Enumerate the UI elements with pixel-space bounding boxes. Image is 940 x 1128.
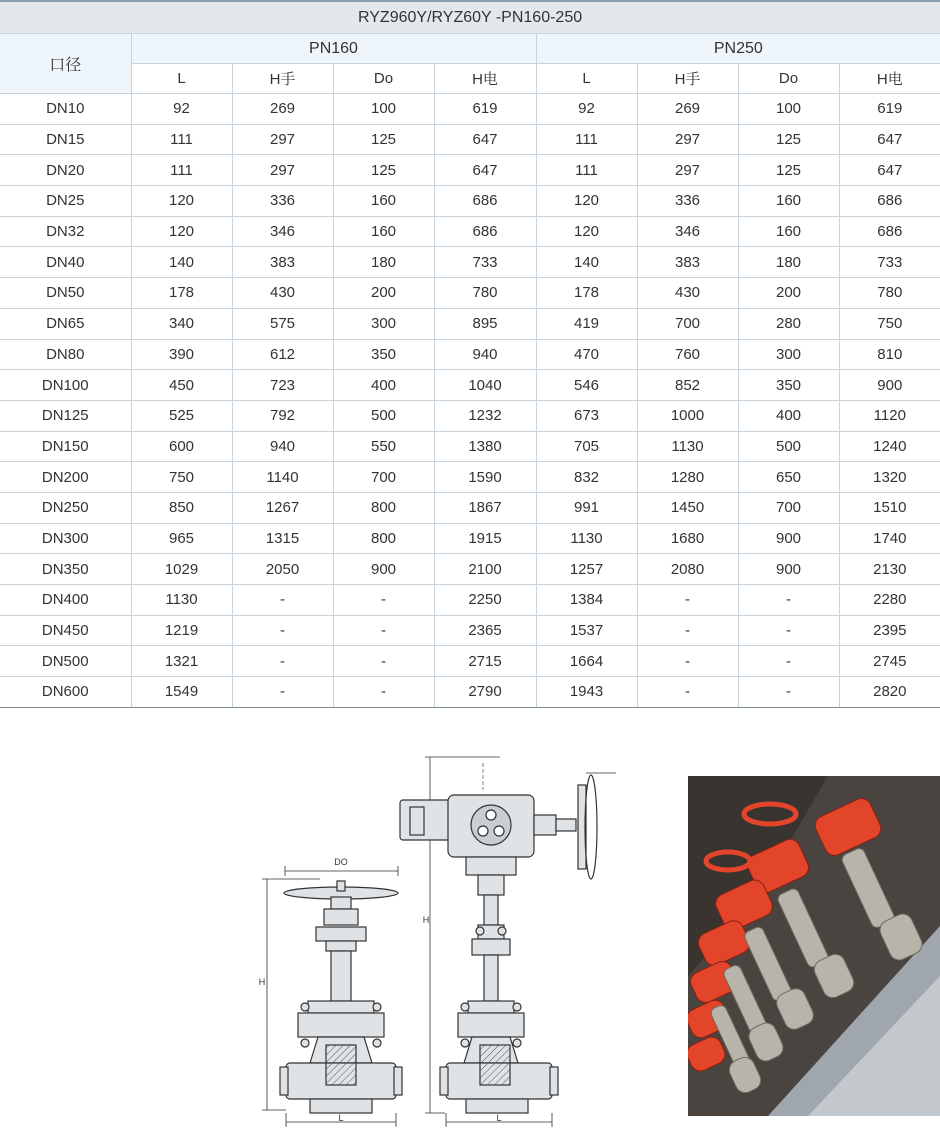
- l-dimension-label-electric: L: [496, 1113, 502, 1123]
- table-cell: -: [333, 585, 434, 616]
- table-cell: 647: [434, 155, 536, 186]
- table-cell: 100: [333, 94, 434, 125]
- column-header: L: [131, 64, 232, 94]
- table-cell: 140: [536, 247, 637, 278]
- table-row: [0, 677, 940, 708]
- table-cell: 2250: [434, 585, 536, 616]
- table-cell: 160: [738, 216, 839, 247]
- table-cell: 300: [738, 339, 839, 370]
- table-cell: 2715: [434, 646, 536, 677]
- table-cell: 2820: [839, 677, 940, 708]
- table-cell: 336: [232, 186, 333, 217]
- l-dimension-label-manual: L: [338, 1113, 344, 1123]
- table-cell: 780: [434, 278, 536, 309]
- caliber-cell: DN80: [0, 339, 131, 370]
- table-cell: 1867: [434, 492, 536, 523]
- column-header: H手: [232, 64, 333, 94]
- table-cell: -: [232, 585, 333, 616]
- caliber-cell: DN65: [0, 308, 131, 339]
- table-cell: 2745: [839, 646, 940, 677]
- table-cell: 383: [637, 247, 738, 278]
- table-cell: -: [232, 646, 333, 677]
- table-cell: 2280: [839, 585, 940, 616]
- table-cell: 297: [637, 155, 738, 186]
- table-cell: 350: [738, 370, 839, 401]
- table-row: [0, 370, 940, 401]
- table-cell: 2100: [434, 554, 536, 585]
- table-cell: 336: [637, 186, 738, 217]
- caliber-cell: DN150: [0, 431, 131, 462]
- table-cell: 180: [333, 247, 434, 278]
- caliber-cell: DN20: [0, 155, 131, 186]
- caliber-cell: DN25: [0, 186, 131, 217]
- table-cell: 700: [333, 462, 434, 493]
- column-header: H手: [637, 64, 738, 94]
- table-cell: 900: [738, 523, 839, 554]
- table-cell: 300: [333, 308, 434, 339]
- table-cell: 2365: [434, 615, 536, 646]
- table-cell: 297: [232, 124, 333, 155]
- table-cell: 612: [232, 339, 333, 370]
- table-cell: 673: [536, 400, 637, 431]
- table-cell: 2130: [839, 554, 940, 585]
- table-cell: 500: [333, 400, 434, 431]
- table-cell: 1320: [839, 462, 940, 493]
- table-cell: 686: [434, 186, 536, 217]
- h-dimension-label-electric: H: [422, 915, 430, 925]
- table-cell: 269: [232, 94, 333, 125]
- table-cell: -: [738, 615, 839, 646]
- table-cell: 705: [536, 431, 637, 462]
- table-cell: 111: [536, 155, 637, 186]
- table-body: [0, 94, 940, 708]
- table-cell: 390: [131, 339, 232, 370]
- table-cell: 1943: [536, 677, 637, 708]
- table-cell: 1549: [131, 677, 232, 708]
- table-cell: 546: [536, 370, 637, 401]
- table-cell: 419: [536, 308, 637, 339]
- column-header: H电: [434, 64, 536, 94]
- table-cell: 1510: [839, 492, 940, 523]
- table-cell: 1380: [434, 431, 536, 462]
- table-title: RYZ960Y/RYZ60Y -PN160-250: [0, 1, 940, 34]
- table-cell: -: [333, 677, 434, 708]
- table-cell: 647: [839, 155, 940, 186]
- column-header: H电: [839, 64, 940, 94]
- table-cell: 1240: [839, 431, 940, 462]
- table-row: [0, 339, 940, 370]
- table-cell: 900: [738, 554, 839, 585]
- table-cell: 619: [434, 94, 536, 125]
- table-row: [0, 646, 940, 677]
- table-cell: 760: [637, 339, 738, 370]
- table-cell: 430: [232, 278, 333, 309]
- table-cell: 111: [536, 124, 637, 155]
- table-row: [0, 155, 940, 186]
- table-cell: 686: [839, 186, 940, 217]
- table-cell: 120: [536, 186, 637, 217]
- table-cell: 297: [637, 124, 738, 155]
- caliber-header: 口径: [0, 34, 131, 94]
- caliber-cell: DN450: [0, 615, 131, 646]
- table-cell: 686: [434, 216, 536, 247]
- table-cell: 600: [131, 431, 232, 462]
- table-cell: 125: [333, 124, 434, 155]
- table-cell: 120: [536, 216, 637, 247]
- table-cell: 800: [333, 492, 434, 523]
- table-row: [0, 523, 940, 554]
- table-row: [0, 554, 940, 585]
- table-row: [0, 585, 940, 616]
- table-cell: 1219: [131, 615, 232, 646]
- table-row: [0, 247, 940, 278]
- table-cell: 900: [333, 554, 434, 585]
- table-cell: 111: [131, 124, 232, 155]
- table-row: [0, 400, 940, 431]
- table-cell: 852: [637, 370, 738, 401]
- table-cell: 383: [232, 247, 333, 278]
- table-cell: 269: [637, 94, 738, 125]
- table-cell: 120: [131, 216, 232, 247]
- table-cell: 1915: [434, 523, 536, 554]
- valve-product-photo: [688, 776, 940, 1116]
- caliber-cell: DN50: [0, 278, 131, 309]
- table-cell: 178: [536, 278, 637, 309]
- group-header-pn160: PN160: [131, 34, 536, 64]
- h-dimension-label-manual: H: [258, 977, 266, 987]
- caliber-cell: DN300: [0, 523, 131, 554]
- column-header: Do: [738, 64, 839, 94]
- table-cell: 111: [131, 155, 232, 186]
- table-cell: 160: [333, 216, 434, 247]
- table-cell: 940: [232, 431, 333, 462]
- table-cell: 400: [333, 370, 434, 401]
- table-cell: 1130: [637, 431, 738, 462]
- table-cell: 550: [333, 431, 434, 462]
- table-row: [0, 278, 940, 309]
- table-cell: 346: [637, 216, 738, 247]
- table-cell: 1280: [637, 462, 738, 493]
- table-cell: 525: [131, 400, 232, 431]
- table-cell: -: [637, 646, 738, 677]
- table-cell: 750: [131, 462, 232, 493]
- table-cell: 1664: [536, 646, 637, 677]
- table-cell: 470: [536, 339, 637, 370]
- table-cell: 1267: [232, 492, 333, 523]
- table-cell: 92: [131, 94, 232, 125]
- table-cell: -: [637, 615, 738, 646]
- table-cell: -: [333, 646, 434, 677]
- table-cell: 700: [637, 308, 738, 339]
- caliber-cell: DN250: [0, 492, 131, 523]
- caliber-cell: DN32: [0, 216, 131, 247]
- caliber-cell: DN40: [0, 247, 131, 278]
- table-cell: 650: [738, 462, 839, 493]
- table-cell: 792: [232, 400, 333, 431]
- table-cell: 1130: [131, 585, 232, 616]
- table-cell: 733: [839, 247, 940, 278]
- table-cell: 647: [434, 124, 536, 155]
- table-row: [0, 94, 940, 125]
- table-cell: 346: [232, 216, 333, 247]
- table-row: [0, 186, 940, 217]
- table-cell: 1130: [536, 523, 637, 554]
- table-cell: 1680: [637, 523, 738, 554]
- table-cell: 895: [434, 308, 536, 339]
- table-row: [0, 492, 940, 523]
- do-dimension-label: DO: [334, 857, 348, 867]
- table-cell: 750: [839, 308, 940, 339]
- column-header: L: [536, 64, 637, 94]
- caliber-cell: DN400: [0, 585, 131, 616]
- table-cell: 1590: [434, 462, 536, 493]
- table-row: [0, 124, 940, 155]
- table-cell: -: [333, 615, 434, 646]
- table-cell: 100: [738, 94, 839, 125]
- table-cell: 1740: [839, 523, 940, 554]
- table-cell: 940: [434, 339, 536, 370]
- table-cell: 297: [232, 155, 333, 186]
- table-cell: 125: [333, 155, 434, 186]
- table-cell: 686: [839, 216, 940, 247]
- table-cell: 965: [131, 523, 232, 554]
- table-cell: 575: [232, 308, 333, 339]
- table-cell: 1537: [536, 615, 637, 646]
- table-row: [0, 308, 940, 339]
- table-cell: -: [637, 677, 738, 708]
- table-cell: -: [738, 585, 839, 616]
- table-cell: 340: [131, 308, 232, 339]
- table-cell: -: [738, 646, 839, 677]
- table-cell: 900: [839, 370, 940, 401]
- table-cell: 700: [738, 492, 839, 523]
- table-cell: 180: [738, 247, 839, 278]
- table-cell: 120: [131, 186, 232, 217]
- electric-valve-drawing: [400, 757, 616, 1127]
- table-cell: 178: [131, 278, 232, 309]
- table-cell: 800: [333, 523, 434, 554]
- table-cell: 2050: [232, 554, 333, 585]
- table-cell: 1257: [536, 554, 637, 585]
- table-cell: 200: [738, 278, 839, 309]
- table-cell: 92: [536, 94, 637, 125]
- table-cell: 1120: [839, 400, 940, 431]
- table-cell: 430: [637, 278, 738, 309]
- table-cell: 619: [839, 94, 940, 125]
- table-cell: 1029: [131, 554, 232, 585]
- caliber-cell: DN200: [0, 462, 131, 493]
- table-cell: -: [738, 677, 839, 708]
- caliber-cell: DN500: [0, 646, 131, 677]
- table-cell: 160: [333, 186, 434, 217]
- table-cell: 2790: [434, 677, 536, 708]
- table-cell: 160: [738, 186, 839, 217]
- table-cell: -: [232, 615, 333, 646]
- table-cell: 991: [536, 492, 637, 523]
- caliber-cell: DN600: [0, 677, 131, 708]
- table-cell: 850: [131, 492, 232, 523]
- table-cell: 2080: [637, 554, 738, 585]
- table-cell: 400: [738, 400, 839, 431]
- table-cell: 1232: [434, 400, 536, 431]
- caliber-cell: DN15: [0, 124, 131, 155]
- table-cell: 733: [434, 247, 536, 278]
- table-cell: 200: [333, 278, 434, 309]
- table-cell: 647: [839, 124, 940, 155]
- table-row: [0, 216, 940, 247]
- table-cell: 1315: [232, 523, 333, 554]
- table-cell: 280: [738, 308, 839, 339]
- table-cell: 1450: [637, 492, 738, 523]
- caliber-cell: DN10: [0, 94, 131, 125]
- table-cell: 350: [333, 339, 434, 370]
- table-cell: 1321: [131, 646, 232, 677]
- table-cell: 1140: [232, 462, 333, 493]
- table-cell: -: [637, 585, 738, 616]
- table-cell: 780: [839, 278, 940, 309]
- caliber-cell: DN125: [0, 400, 131, 431]
- valve-dimension-drawing: [240, 745, 640, 1128]
- caliber-cell: DN100: [0, 370, 131, 401]
- table-cell: 500: [738, 431, 839, 462]
- table-cell: 723: [232, 370, 333, 401]
- table-cell: 1000: [637, 400, 738, 431]
- table-cell: 125: [738, 124, 839, 155]
- table-row: [0, 615, 940, 646]
- table-cell: 125: [738, 155, 839, 186]
- table-row: [0, 462, 940, 493]
- table-row: [0, 431, 940, 462]
- table-cell: 450: [131, 370, 232, 401]
- group-header-pn250: PN250: [536, 34, 940, 64]
- table-cell: 810: [839, 339, 940, 370]
- table-cell: 140: [131, 247, 232, 278]
- table-cell: 2395: [839, 615, 940, 646]
- table-cell: 832: [536, 462, 637, 493]
- table-cell: 1040: [434, 370, 536, 401]
- table-cell: 1384: [536, 585, 637, 616]
- caliber-cell: DN350: [0, 554, 131, 585]
- table-cell: -: [232, 677, 333, 708]
- column-header: Do: [333, 64, 434, 94]
- manual-valve-drawing: [262, 866, 402, 1127]
